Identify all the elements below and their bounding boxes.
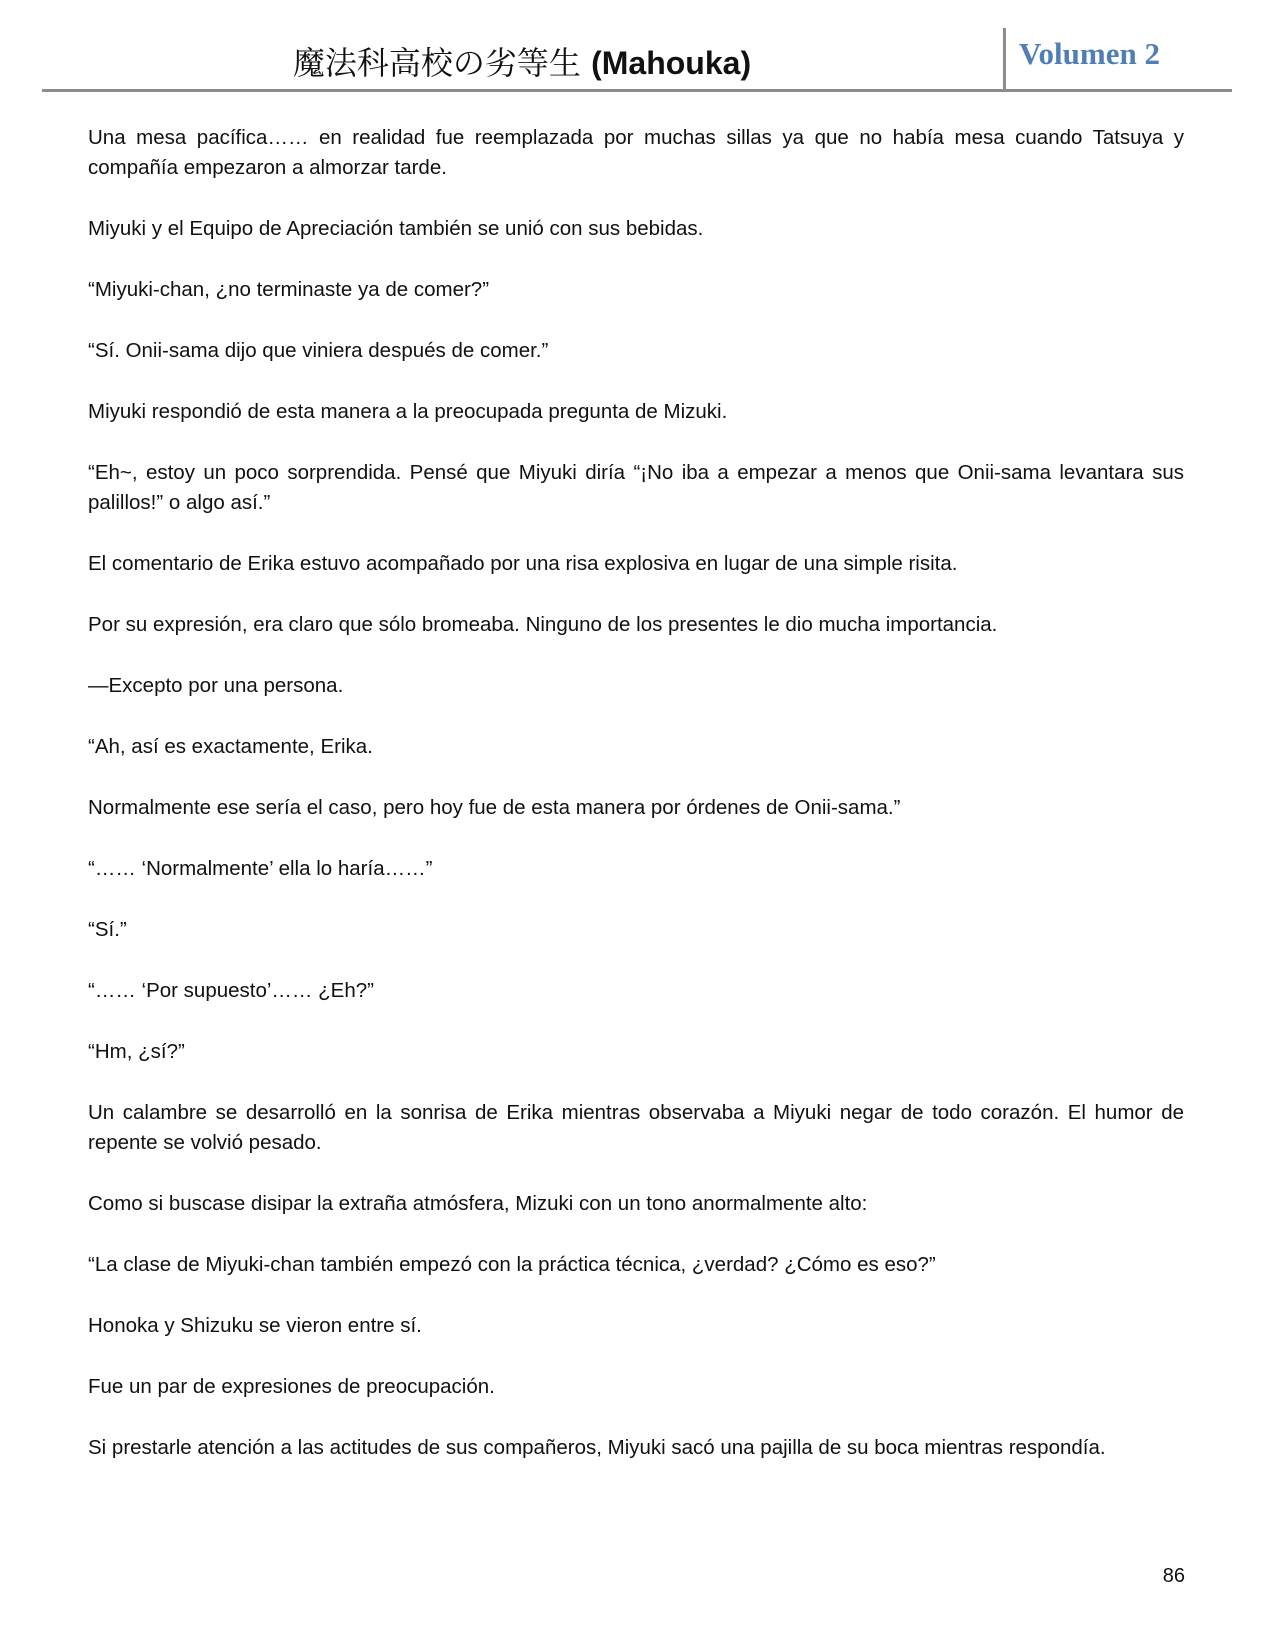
paragraph: Normalmente ese sería el caso, pero hoy fue de esta manera por órdenes de Onii-sama.” <box>88 796 901 819</box>
paragraph: El comentario de Erika estuvo acompañado por una risa explosiva en lugar de una simple risita. <box>88 552 958 575</box>
paragraph: “Ah, así es exactamente, Erika. <box>88 735 373 758</box>
paragraph: “…… ‘Normalmente’ ella lo haría……” <box>88 857 433 880</box>
paragraph: “La clase de Miyuki-chan también empezó con la práctica técnica, ¿verdad? ¿Cómo es eso?” <box>88 1253 936 1276</box>
paragraph: “Sí.” <box>88 918 127 941</box>
page-number: 86 <box>1162 1565 1185 1587</box>
paragraph: “…… ‘Por supuesto’…… ¿Eh?” <box>88 979 374 1002</box>
page-header <box>42 28 1232 88</box>
paragraph: “Miyuki-chan, ¿no terminaste ya de comer?” <box>88 278 490 301</box>
header-horizontal-rule <box>42 89 1232 92</box>
book-title-latin: (Mahouka) <box>591 45 752 81</box>
book-title-japanese: 魔法科高校の劣等生 <box>292 44 581 82</box>
paragraph: —Excepto por una persona. <box>88 674 344 697</box>
paragraph: Por su expresión, era claro que sólo bromeaba. Ninguno de los presentes le dio mucha importancia. <box>88 613 998 636</box>
paragraph: Una mesa pacífica…… en realidad fue reemplazada por muchas sillas ya que no había mesa cuando Tatsuya y compañía empezaron a almorzar tarde. <box>88 126 1184 179</box>
paragraph: Si prestarle atención a las actitudes de sus compañeros, Miyuki sacó una pajilla de su boca mientras respondía. <box>88 1436 1106 1459</box>
paragraph: Miyuki y el Equipo de Apreciación también se unió con sus bebidas. <box>88 217 704 240</box>
paragraph: “Eh~, estoy un poco sorprendida. Pensé que Miyuki diría “¡No iba a empezar a menos que Onii-sama levantara sus palillos!” o algo así.” <box>88 461 1184 514</box>
paragraph: Honoka y Shizuku se vieron entre sí. <box>88 1314 422 1337</box>
paragraph: Fue un par de expresiones de preocupación. <box>88 1375 495 1398</box>
paragraph: Como si buscase disipar la extraña atmósfera, Mizuki con un tono anormalmente alto: <box>88 1192 868 1215</box>
page-body <box>88 123 1184 1494</box>
book-title <box>42 38 1002 84</box>
paragraph: “Hm, ¿sí?” <box>88 1040 185 1063</box>
volume-label: Volumen 2 <box>1019 36 1160 71</box>
paragraph: Un calambre se desarrolló en la sonrisa de Erika mientras observaba a Miyuki negar de todo corazón. El humor de repente se volvió pesado. <box>88 1101 1184 1154</box>
paragraph: “Sí. Onii-sama dijo que viniera después de comer.” <box>88 339 549 362</box>
header-vertical-divider <box>1003 28 1006 90</box>
paragraph: Miyuki respondió de esta manera a la preocupada pregunta de Mizuki. <box>88 400 728 423</box>
